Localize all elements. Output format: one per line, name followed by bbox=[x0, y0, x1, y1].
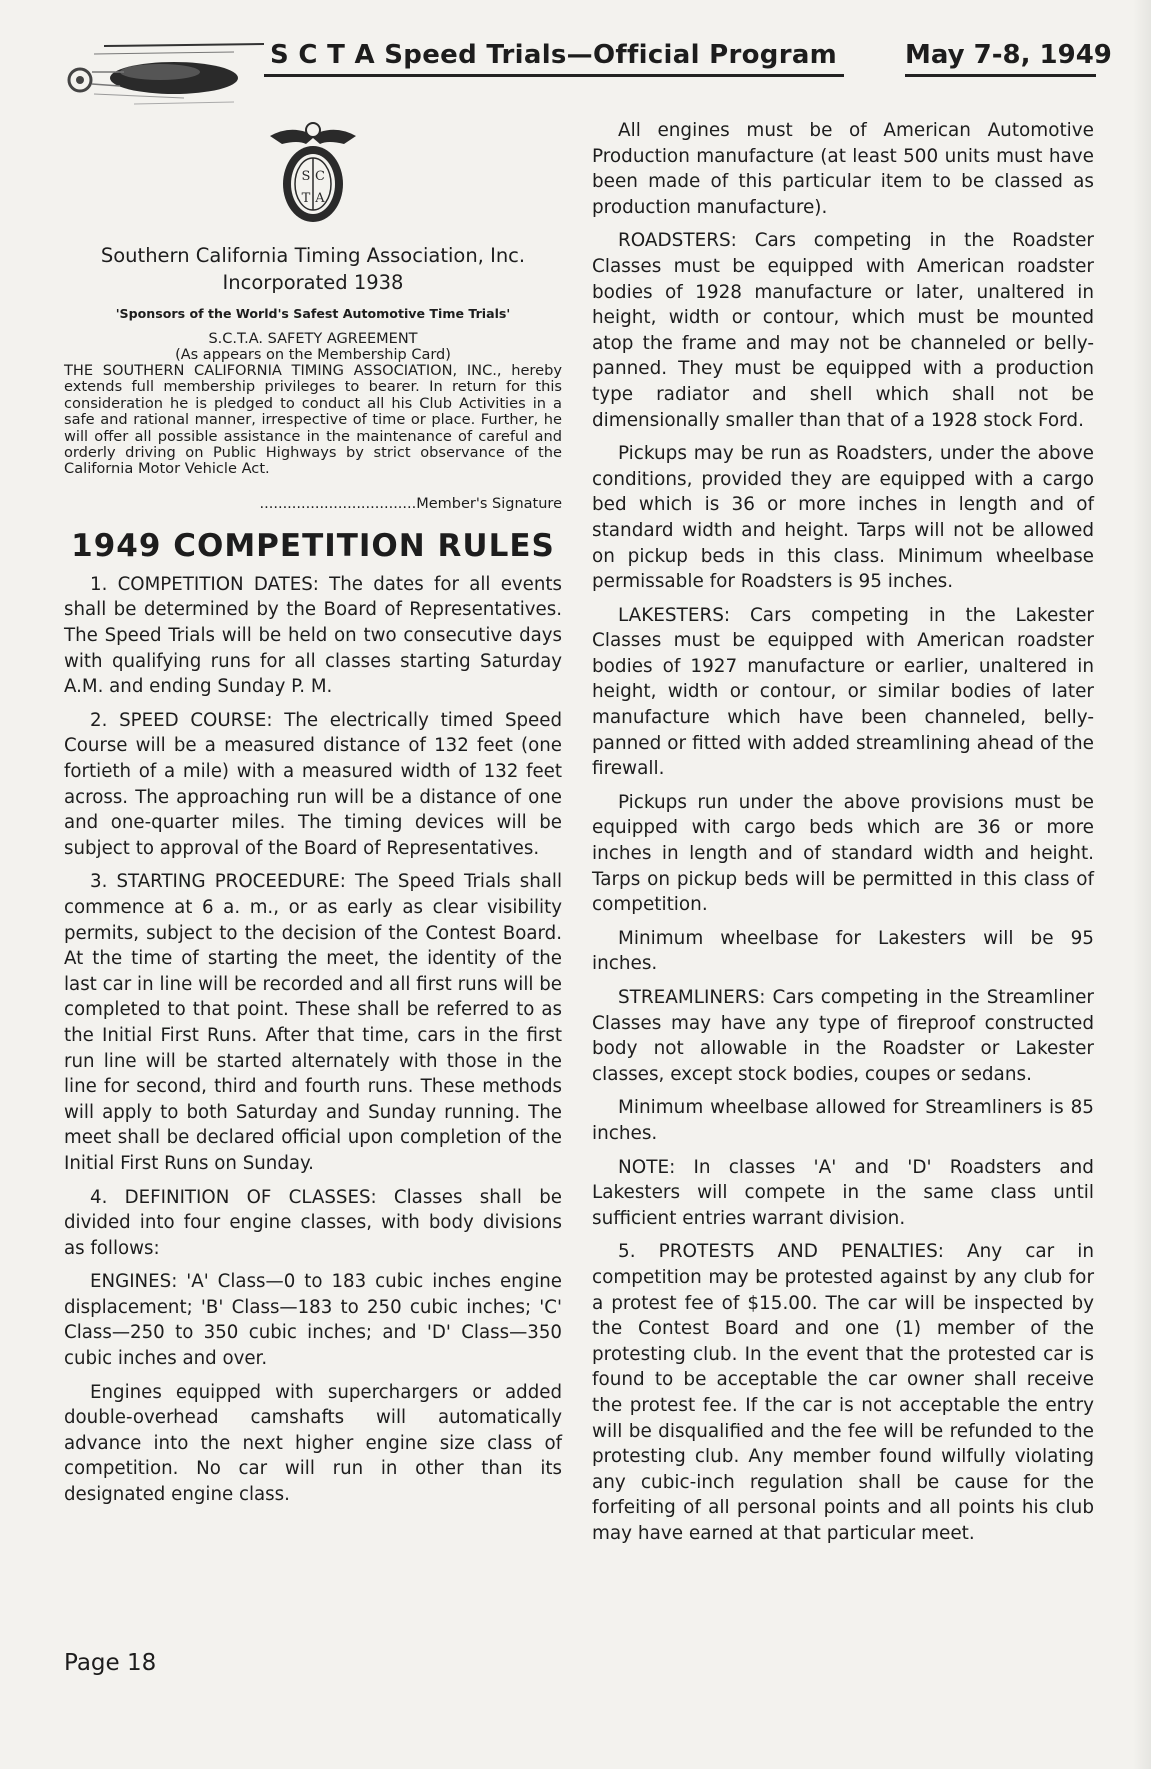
rule-paragraph: LAKESTERS: Cars competing in the Lakester Classes must be equipped with American roadster bodies of 1927 manufacture or earlier, unaltered in height, width or contour, or similar bodies of later manufacture which have been channeled, belly-panned or fitted with added streamlining ahead of the firewall. bbox=[592, 604, 1094, 780]
rule-paragraph: Minimum wheelbase for Lakesters will be 95 inches. bbox=[592, 927, 1094, 975]
association-name: Southern California Timing Association, Inc. bbox=[100, 244, 526, 267]
rule-paragraph: ROADSTERS: Cars competing in the Roadster Classes must be equipped with American roadster bodies of 1928 manufacture or later, unaltered in height, width or contour, which must be mounted atop the frame and may not be channeled or belly-panned. They must be equipped with a production type radiator and shell which shall not be dimensionally smaller than that of a 1928 stock Ford. bbox=[592, 230, 1094, 431]
rule-paragraph: 1. COMPETITION DATES: The dates for all events shall be determined by the Board of Representatives. The Speed Trials will be held on two consecutive days with qualifying runs for all classes starting Saturday A.M. and ending Sunday P. M. bbox=[64, 573, 562, 698]
page-header bbox=[64, 24, 1112, 116]
page-edge bbox=[1133, 0, 1151, 1769]
svg-text:C: C bbox=[315, 169, 325, 184]
rule-paragraph: All engines must be of American Automotive Production manufacture (at least 500 units must have been made of this particular item to be classed as production manufacture). bbox=[592, 120, 1094, 218]
rule-paragraph: 4. DEFINITION OF CLASSES: Classes shall be divided into four engine classes, with body divisions as follows: bbox=[64, 1186, 562, 1259]
rule-paragraph: NOTE: In classes 'A' and 'D' Roadsters and Lakesters will compete in the same class until sufficient entries warrant division. bbox=[592, 1156, 1094, 1229]
scta-emblem-icon bbox=[258, 118, 368, 228]
rule-paragraph: 2. SPEED COURSE: The electrically timed Speed Course will be a measured distance of 132 feet (one fortieth of a mile) with a measured width of 132 feet across. The approaching run will be a distance of one and one-quarter miles. The timing devices will be subject to approval of the Board of Representatives. bbox=[64, 709, 562, 859]
program-date: May 7-8, 1949 bbox=[905, 40, 1096, 77]
left-column bbox=[64, 118, 562, 1516]
race-car-logo bbox=[64, 32, 264, 116]
svg-text:T: T bbox=[301, 191, 311, 206]
right-column bbox=[592, 118, 1094, 1554]
rule-paragraph: Pickups may be run as Roadsters, under the above conditions, provided they are equipped with a cargo bed which is 36 or more inches in length and of standard width and height. Tarps will not be allowed on pickup beds in this class. Minimum wheelbase permissable for Roadsters is 95 inches. bbox=[592, 443, 1094, 593]
rule-paragraph: Engines equipped with superchargers or added double-overhead camshafts will automatically advance into the next higher engine size class of competition. No car will run in other than its designated engine class. bbox=[64, 1381, 562, 1506]
rule-paragraph: Minimum wheelbase allowed for Streamliners is 85 inches. bbox=[592, 1097, 1094, 1144]
program-title: S C T A Speed Trials—Official Program bbox=[264, 40, 844, 77]
association-sponsors: 'Sponsors of the World's Safest Automotive Time Trials' bbox=[115, 306, 511, 321]
member-signature-line: ..................................Member's Signature bbox=[259, 495, 562, 512]
svg-text:A: A bbox=[315, 191, 325, 206]
page-number: Page 18 bbox=[64, 1650, 157, 1676]
agreement-body: THE SOUTHERN CALIFORNIA TIMING ASSOCIATION, INC., hereby extends full membership privileges to bearer. In return for this consideration he is pledged to conduct all his Club Activities in a safe and rational manner, irrespective of time or place. Further, he will offer all possible assistance in the maintenance of careful and orderly driving on Public Highways by strict observance of the California Motor Vehicle Act. bbox=[64, 362, 562, 478]
rule-paragraph: 5. PROTESTS AND PENALTIES: Any car in competition may be protested against by any club for a protest fee of $15.00. The car will be inspected by the Contest Board and one (1) member of the protesting club. In the event that the protested car is found to be acceptable the car owner shall receive the protest fee. If the car is not acceptable the entry will be disqualified and the fee will be refunded to the protesting club. Any member found wilfully violating any cubic-inch regulation shall be cause for the forfeiting of all personal points and all points his club may have earned at that particular meet. bbox=[592, 1241, 1094, 1544]
association-incorporated: Incorporated 1938 bbox=[222, 271, 404, 294]
rule-paragraph: STREAMLINERS: Cars competing in the Streamliner Classes may have any type of fireproof constructed body not allowable in the Roadster or Lakester classes, except stock bodies, coupes or sedans. bbox=[592, 987, 1094, 1085]
rule-paragraph: Pickups run under the above provisions must be equipped with cargo beds which are 36 or more inches in length and of standard width and height. Tarps on pickup beds will be permitted in this class of competition. bbox=[592, 791, 1094, 916]
rule-paragraph: ENGINES: 'A' Class—0 to 183 cubic inches engine displacement; 'B' Class—183 to 250 cubic inches; 'C' Class—250 to 350 cubic inches; and 'D' Class—350 cubic inches and over. bbox=[64, 1271, 562, 1370]
rules-title: 1949 COMPETITION RULES bbox=[71, 527, 555, 564]
rule-paragraph: 3. STARTING PROCEEDURE: The Speed Trials shall commence at 6 a. m., or as early as clear visibility permits, subject to the decision of the Contest Board. At the time of starting the meet, the identity of the last car in line will be recorded and all first runs will be completed to that point. These shall be referred to as the Initial First Runs. After that time, cars in the first run line will be started alternately with those in the line for second, third and fourth runs. These methods will apply to both Saturday and Sunday running. The meet shall be declared official upon completion of the Initial First Runs on Sunday. bbox=[64, 871, 562, 1174]
svg-text:S: S bbox=[301, 169, 311, 184]
agreement-title: S.C.T.A. SAFETY AGREEMENT bbox=[208, 331, 418, 347]
agreement-subtitle: (As appears on the Membership Card) bbox=[175, 347, 451, 363]
